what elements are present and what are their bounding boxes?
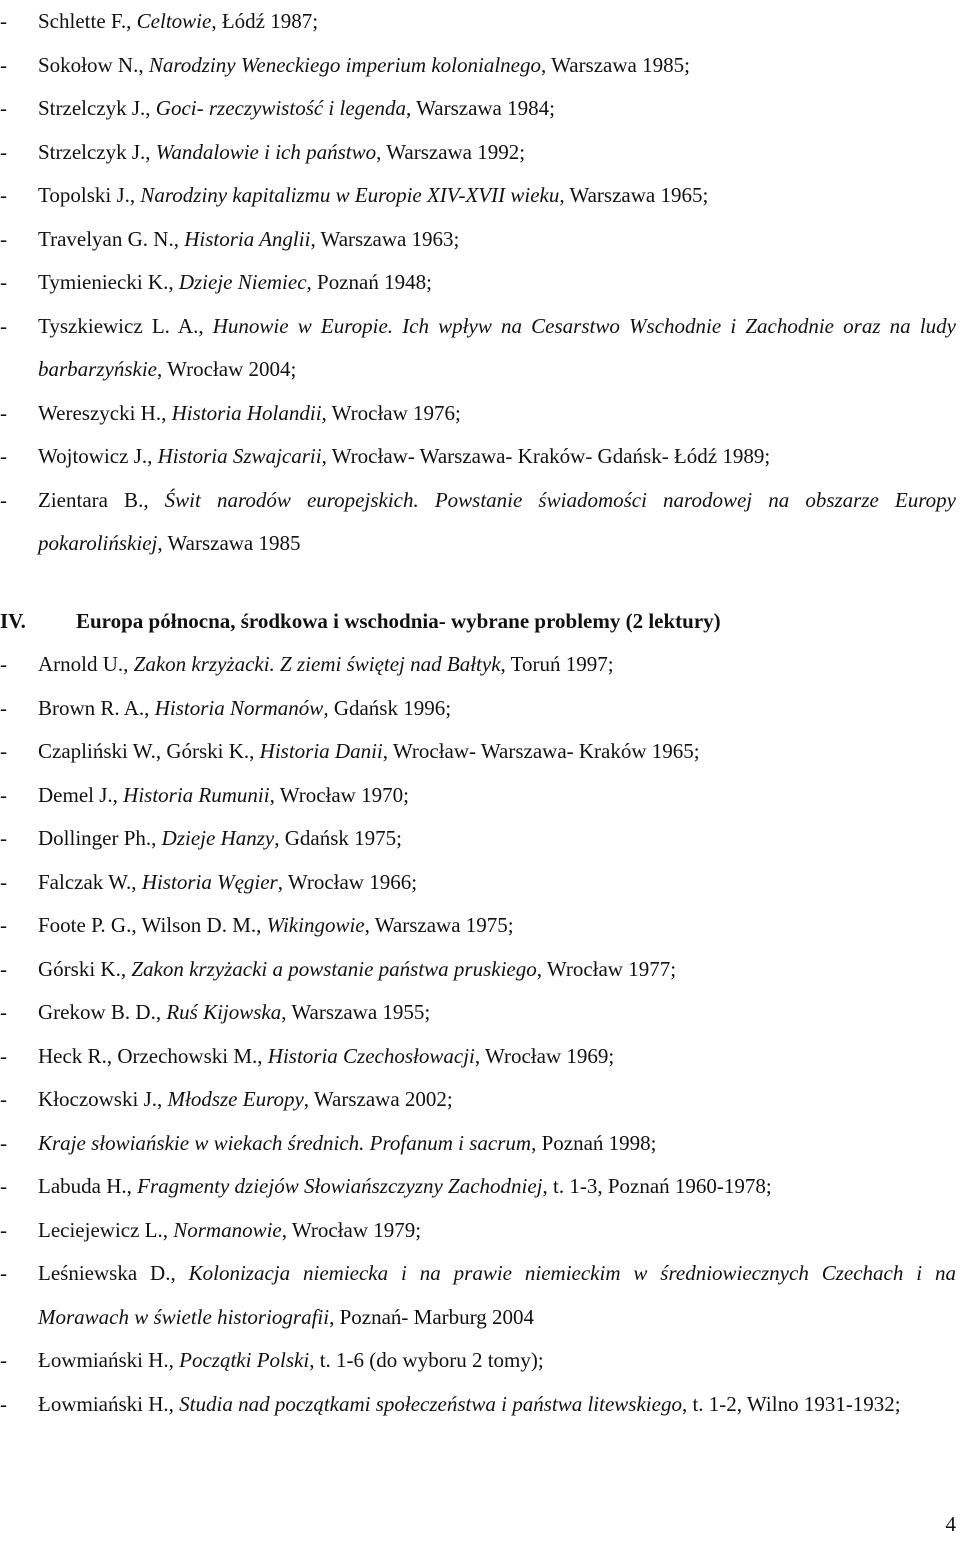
entry-title-text: Historia Czechosłowacji: [267, 1043, 475, 1068]
list-bullet: -: [0, 313, 7, 338]
entry-text: Labuda H.,: [38, 1174, 138, 1198]
bibliography-entry: [0, 948, 960, 992]
list-bullet: -: [0, 1391, 7, 1416]
entry-text: , t. 1-2, Wilno 1931-1932;: [681, 1391, 901, 1416]
entry-title-text: Hunowie w Europie. Ich wpływ na Cesarstwo Wschodnie i Zachodnie oraz na ludy barbarzyńskie: [38, 313, 956, 381]
entry-title-text: Historia Danii: [259, 739, 383, 763]
list-bullet: -: [0, 652, 7, 676]
list-bullet: -: [0, 1000, 7, 1024]
section-number: IV.: [0, 609, 26, 633]
entry-text: Falczak W.,: [38, 869, 142, 894]
entry-text: , Wrocław 1979;: [281, 1217, 422, 1242]
entry-text: Strzelczyk J.,: [38, 96, 156, 120]
bibliography-entry: [0, 730, 960, 774]
entry-text: , Warszawa 1955;: [281, 1000, 431, 1024]
entry-title-text: Historia Holandii: [171, 400, 322, 425]
list-bullet: -: [0, 956, 7, 981]
list-bullet: -: [0, 695, 7, 720]
entry-title-text: Młodsze Europy: [167, 1087, 304, 1111]
list-bullet: -: [0, 913, 7, 937]
entry-title-text: Dzieje Hanzy: [161, 826, 275, 850]
entry-text: , Poznań- Marburg 2004: [329, 1304, 535, 1329]
entry-text: , Warszawa 1965;: [559, 183, 709, 207]
entry-title-text: Świt narodów europejskich. Powstanie świadomości narodowej na obszarze Europy pokarolińskiej: [38, 487, 956, 555]
entry-title-text: Studia nad początkami społeczeństwa i państwa litewskiego: [179, 1391, 682, 1416]
entry-title-text: Historia Węgier: [141, 869, 278, 894]
entry-title-text: Początki Polski: [179, 1348, 310, 1372]
entry-text: , t. 1-3, Poznań 1960-1978;: [542, 1174, 772, 1198]
entry-title-text: Kraje słowiańskie w wiekach średnich. Profanum i sacrum: [38, 1130, 532, 1155]
entry-text: Zientara B.,: [38, 487, 165, 512]
bibliography-entry: [0, 1252, 960, 1339]
list-bullet: -: [0, 52, 7, 77]
bibliography-entry: [0, 479, 960, 566]
entry-text: Wojtowicz J.,: [38, 444, 158, 468]
entry-text: , Warszawa 1992;: [376, 139, 526, 164]
list-bullet: -: [0, 1174, 7, 1198]
entry-text: Sokołow N.,: [38, 52, 149, 77]
list-bullet: -: [0, 270, 7, 294]
entry-text: Poznań 1948;: [311, 270, 432, 294]
entry-text: , t. 1-6 (do wyboru 2 tomy);: [309, 1348, 544, 1372]
entry-text: , Warszawa 1985: [157, 531, 301, 555]
bibliography-entry: [0, 174, 960, 218]
entry-title-text: Narodziny Weneckiego imperium kolonialnego: [148, 52, 541, 77]
bibliography-list: [0, 643, 960, 1426]
entry-text: , Warszawa 1984;: [406, 96, 555, 120]
entry-text: , Warszawa 2002;: [303, 1087, 453, 1111]
entry-title-text: Wikingowie: [266, 913, 365, 937]
entry-title-text: Historia Szwajcarii: [157, 444, 322, 468]
list-bullet: -: [0, 869, 7, 894]
entry-title-text: Wandalowie i ich państwo: [155, 139, 377, 164]
entry-text: , Toruń 1997;: [500, 652, 614, 676]
entry-text: Grekow B. D.,: [38, 1000, 167, 1024]
entry-text: , Wrocław- Warszawa- Kraków- Gdańsk- Łódź 1989;: [321, 444, 771, 468]
entry-text: Leciejewicz L.,: [38, 1217, 174, 1242]
bibliography-entry: [0, 1122, 960, 1166]
list-bullet: -: [0, 1087, 7, 1111]
entry-text: , Poznań 1998;: [531, 1130, 657, 1155]
entry-title-text: Goci- rzeczywistość i legenda: [155, 96, 406, 120]
entry-text: Heck R., Orzechowski M.,: [38, 1043, 268, 1068]
entry-title-text: Normanowie: [173, 1217, 282, 1242]
entry-text: Arnold U.,: [38, 652, 134, 676]
entry-title-text: Zakon krzyżacki. Z ziemi świętej nad Bałtyk: [133, 652, 501, 676]
list-bullet: -: [0, 1043, 7, 1068]
entry-text: Strzelczyk J.,: [38, 139, 156, 164]
bibliography-entry: [0, 774, 960, 818]
list-bullet: -: [0, 826, 7, 850]
page-number: 4: [945, 1512, 956, 1536]
list-bullet: -: [0, 400, 7, 425]
entry-title-text: Historia Normanów: [154, 695, 324, 720]
bibliography-entry: [0, 1035, 960, 1079]
entry-title-text: Kolonizacja niemiecka i na prawie niemieckim w średniowiecznych Czechach i na Morawach w świetle historiografii: [38, 1261, 956, 1329]
entry-text: , Gdańsk 1975;: [274, 826, 402, 850]
list-bullet: -: [0, 96, 7, 120]
bibliography-entry: [0, 218, 960, 262]
entry-title-text: Dzieje Niemiec,: [178, 270, 312, 294]
list-bullet: -: [0, 9, 7, 33]
bibliography-entry: [0, 991, 960, 1035]
entry-title-text: Ruś Kijowska: [166, 1000, 282, 1024]
bibliography-entry: [0, 817, 960, 861]
entry-text: , Wrocław 1966;: [277, 869, 418, 894]
list-bullet: -: [0, 183, 7, 207]
entry-text: Górski K.,: [38, 956, 132, 981]
entry-text: , Warszawa 1975;: [364, 913, 514, 937]
bibliography-entry: [0, 261, 960, 305]
entry-text: , Wrocław 1969;: [474, 1043, 615, 1068]
bibliography-entry: [0, 1339, 960, 1383]
entry-text: , Warszawa 1985;: [540, 52, 690, 77]
entry-text: Łowmiański H.,: [38, 1348, 180, 1372]
entry-text: , Warszawa 1963;: [310, 226, 460, 251]
list-bullet: -: [0, 139, 7, 164]
bibliography-entry: [0, 44, 960, 88]
list-bullet: -: [0, 782, 7, 807]
entry-text: , Gdańsk 1996;: [323, 695, 452, 720]
entry-text: Topolski J.,: [38, 183, 141, 207]
entry-text: , Łódź 1987;: [211, 9, 319, 33]
entry-text: Wereszycki H.,: [38, 400, 172, 425]
list-bullet: -: [0, 1217, 7, 1242]
list-bullet: -: [0, 1130, 7, 1155]
section-title: Europa północna, środkowa i wschodnia- wybrane problemy (2 lektury): [76, 609, 721, 633]
bibliography-entry: [0, 305, 960, 392]
entry-text: Tyszkiewicz L. A.,: [38, 313, 213, 338]
bibliography-entry: [0, 87, 960, 131]
bibliography-entry: [0, 861, 960, 905]
bibliography-entry: [0, 131, 960, 175]
entry-text: Demel J.,: [38, 782, 124, 807]
entry-text: , Wrocław- Warszawa- Kraków 1965;: [382, 739, 700, 763]
bibliography-entry: [0, 904, 960, 948]
entry-title-text: Historia Rumunii: [123, 782, 270, 807]
entry-text: Leśniewska D.,: [38, 1261, 189, 1285]
entry-text: , Wrocław 2004;: [157, 357, 297, 381]
entry-text: Travelyan G. N.,: [38, 226, 185, 251]
list-bullet: -: [0, 487, 7, 512]
bibliography-entry: [0, 687, 960, 731]
entry-title-text: Zakon krzyżacki a powstanie państwa pruskiego: [131, 956, 537, 981]
list-bullet: -: [0, 739, 7, 763]
entry-title-text: Fragmenty dziejów Słowiańszczyzny Zachodniej: [137, 1174, 543, 1198]
entry-text: , Wrocław 1977;: [536, 956, 677, 981]
list-bullet: -: [0, 1261, 7, 1285]
bibliography-entry: [0, 1165, 960, 1209]
bibliography-list: [0, 0, 960, 566]
entry-text: Schlette F.,: [38, 9, 137, 33]
entry-title-text: Narodziny kapitalizmu w Europie XIV-XVII wieku: [140, 183, 560, 207]
entry-title-text: Celtowie: [136, 9, 212, 33]
entry-title-text: Historia Anglii: [184, 226, 311, 251]
bibliography-entry: [0, 1209, 960, 1253]
bibliography-entry: [0, 1383, 960, 1427]
bibliography-entry: [0, 643, 960, 687]
section-heading: [0, 600, 960, 644]
entry-text: , Wrocław 1970;: [269, 782, 409, 807]
entry-text: Czapliński W., Górski K.,: [38, 739, 260, 763]
bibliography-entry: [0, 392, 960, 436]
entry-text: Łowmiański H.,: [38, 1391, 180, 1416]
entry-text: Brown R. A.,: [38, 695, 155, 720]
bibliography-entry: [0, 435, 960, 479]
entry-text: Tymieniecki K.,: [38, 270, 179, 294]
entry-text: , Wrocław 1976;: [321, 400, 461, 425]
bibliography-entry: [0, 1078, 960, 1122]
bibliography-entry: [0, 0, 960, 44]
entry-text: Dollinger Ph.,: [38, 826, 162, 850]
list-bullet: -: [0, 444, 7, 468]
list-bullet: -: [0, 226, 7, 251]
list-bullet: -: [0, 1348, 7, 1372]
entry-text: Kłoczowski J.,: [38, 1087, 168, 1111]
entry-text: Foote P. G., Wilson D. M.,: [38, 913, 267, 937]
